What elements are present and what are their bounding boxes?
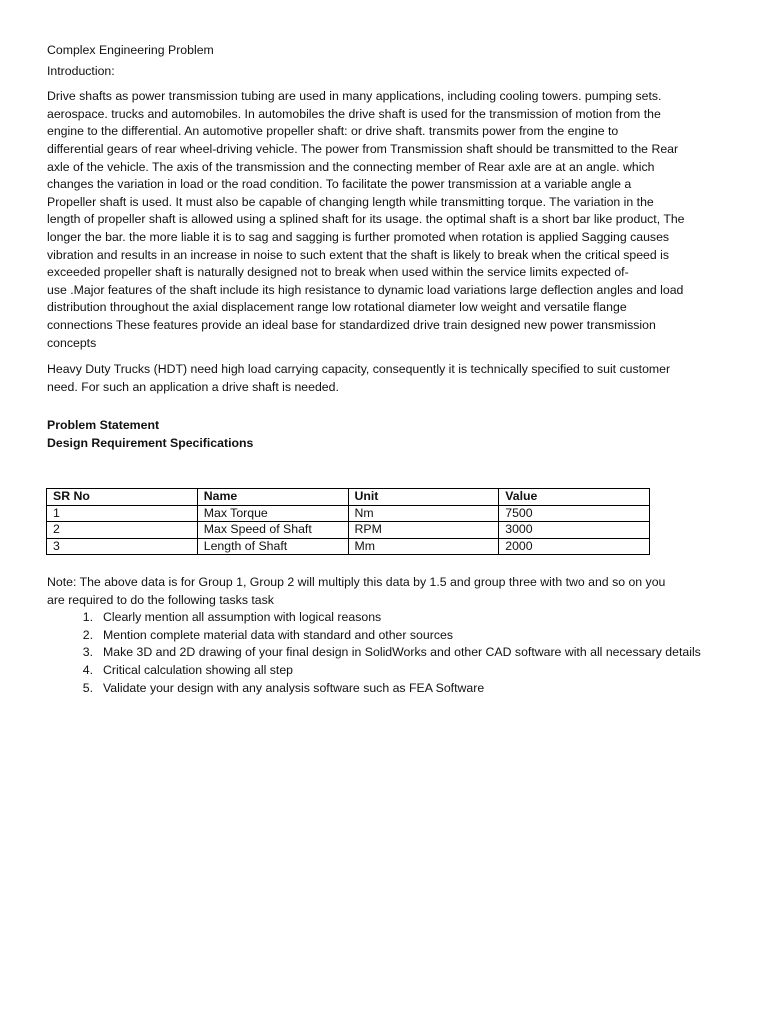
paragraph-line: need. For such an application a drive shaft is needed.	[47, 379, 339, 394]
column-header: Value	[499, 489, 650, 506]
table-cell: 1	[47, 505, 198, 522]
problem-statement-heading: Problem Statement	[47, 418, 160, 433]
table-row	[47, 522, 650, 539]
list-item	[47, 627, 727, 645]
note-section	[47, 574, 727, 697]
table-row	[47, 538, 650, 555]
specifications-table	[46, 488, 650, 555]
table-cell: Length of Shaft	[197, 538, 348, 555]
paragraph-line: concepts	[47, 335, 97, 350]
list-text: Critical calculation showing all step	[103, 662, 294, 677]
table-cell: 3000	[499, 522, 650, 539]
paragraph-line: connections These features provide an ideal base for standardized drive train designed new power transmission	[47, 317, 656, 332]
paragraph-line: Heavy Duty Trucks (HDT) need high load carrying capacity, consequently it is technically specified to suit customer	[47, 362, 671, 377]
document-title: Complex Engineering Problem	[47, 43, 214, 57]
column-header: Name	[197, 489, 348, 506]
list-text: Validate your design with any analysis software such as FEA Software	[103, 680, 485, 695]
document-body	[47, 42, 723, 452]
note-line: are required to do the following tasks task	[47, 592, 274, 607]
paragraph-line: distribution throughout the axial displacement range low rotational diameter low weight and versatile flange	[47, 300, 627, 315]
table-cell: 2000	[499, 538, 650, 555]
paragraph-line: length of propeller shaft is allowed using a splined shaft for its usage. the optimal shaft is a short bar like product, The	[47, 212, 685, 227]
list-item	[47, 680, 727, 698]
list-text: Mention complete material data with standard and other sources	[103, 627, 453, 642]
paragraph-line: aerospace. trucks and automobiles. In automobiles the drive shaft is used for the transmission of motion from the	[47, 106, 661, 121]
task-list	[47, 609, 727, 697]
problem-section	[47, 417, 723, 452]
list-text: Clearly mention all assumption with logical reasons	[103, 610, 382, 625]
list-item	[47, 662, 727, 680]
paragraph-line: changes the variation in load or the road condition. To facilitate the power transmission at a variable angle a	[47, 177, 632, 192]
table-cell: Mm	[348, 538, 499, 555]
table-cell: 3	[47, 538, 198, 555]
paragraph-line: differential gears of rear wheel-driving vehicle. The power from Transmission shaft should be transmitted to the Rear	[47, 141, 679, 156]
list-number: 2.	[82, 627, 93, 642]
table-header-row	[47, 489, 650, 506]
paragraph-line: vibration and results in an increase in noise to such extent that the shaft is likely to break when the critical speed is	[47, 247, 670, 262]
table-cell: Max Speed of Shaft	[197, 522, 348, 539]
list-item	[47, 609, 727, 627]
table-cell: RPM	[348, 522, 499, 539]
list-text: Make 3D and 2D drawing of your final design in SolidWorks and other CAD software with all necessary details	[103, 645, 701, 660]
introduction-paragraph	[47, 88, 723, 352]
list-number: 5.	[82, 680, 93, 695]
introduction-heading: Introduction:	[47, 63, 115, 78]
list-number: 4.	[82, 662, 93, 677]
list-item	[47, 644, 727, 662]
column-header: Unit	[348, 489, 499, 506]
paragraph-line: axle of the vehicle. The axis of the transmission and the connecting member of Rear axle are at an angle. which	[47, 159, 655, 174]
design-requirements-heading: Design Requirement Specifications	[47, 435, 254, 450]
hdt-paragraph	[47, 361, 723, 396]
table-cell: Max Torque	[197, 505, 348, 522]
paragraph-line: engine to the differential. An automotive propeller shaft: or drive shaft. transmits power from the engine to	[47, 124, 619, 139]
column-header: SR No	[47, 489, 198, 506]
paragraph-line: exceeded propeller shaft is naturally designed not to break when used within the service limits expected of-	[47, 265, 629, 280]
note-line: Note: The above data is for Group 1, Group 2 will multiply this data by 1.5 and group three with two and so on you	[47, 575, 666, 589]
paragraph-line: Drive shafts as power transmission tubing are used in many applications, including cooling towers. pumping sets.	[47, 89, 662, 104]
table-row	[47, 505, 650, 522]
table-cell: Nm	[348, 505, 499, 522]
list-number: 1.	[82, 610, 93, 625]
paragraph-line: longer the bar. the more liable it is to sag and sagging is further promoted when rotation is applied Sagging causes	[47, 229, 670, 244]
list-number: 3.	[82, 645, 93, 660]
paragraph-line: use .Major features of the shaft include its high resistance to dynamic load variations large deflection angles and load	[47, 282, 684, 297]
paragraph-line: Propeller shaft is used. It must also be capable of changing length while transmitting torque. The variation in the	[47, 194, 654, 209]
table-cell: 2	[47, 522, 198, 539]
table-cell: 7500	[499, 505, 650, 522]
